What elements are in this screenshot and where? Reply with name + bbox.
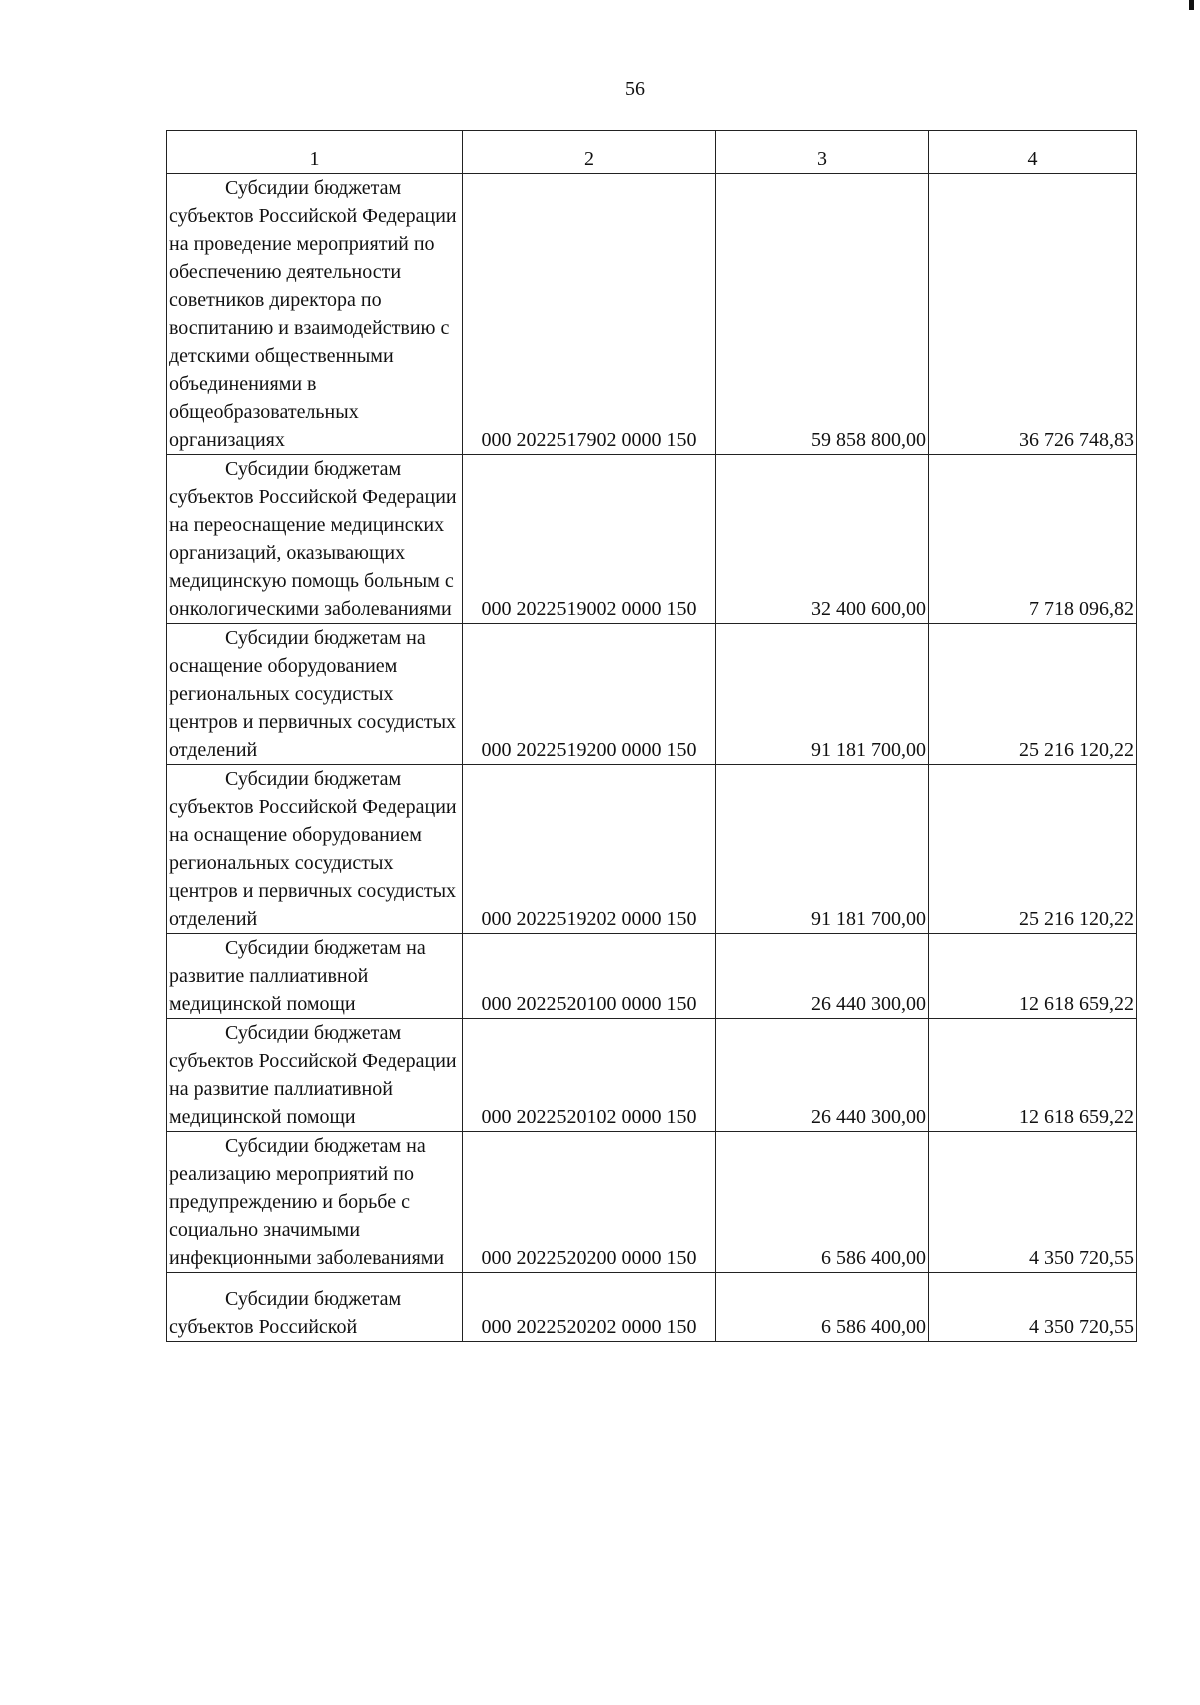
- row-name-text: Субсидии бюджетам на оснащение оборудованием региональных сосудистых центров и первичных сосудистых отделений: [169, 627, 457, 761]
- table-row: [167, 1019, 1137, 1132]
- row-name-text: Субсидии бюджетам субъектов Российской Федерации на проведение мероприятий по обеспечению деятельности советников директора по воспитанию и взаимодействию с детскими общественными объединениями в общеобразовательных организациях: [169, 177, 457, 451]
- row-executed: 4 350 720,55: [929, 1273, 1137, 1342]
- table-row: [167, 624, 1137, 765]
- row-approved: 59 858 800,00: [716, 174, 929, 455]
- row-name-text: Субсидии бюджетам субъектов Российской Федерации на переоснащение медицинских организаций, оказывающих медицинскую помощь больным с онкологическими заболеваниями: [169, 458, 457, 620]
- row-name: [167, 624, 463, 765]
- row-code: 000 2022517902 0000 150: [463, 174, 716, 455]
- row-approved: 32 400 600,00: [716, 455, 929, 624]
- table-row: [167, 174, 1137, 455]
- table-row: [167, 1132, 1137, 1273]
- row-code: 000 2022520102 0000 150: [463, 1019, 716, 1132]
- row-approved: 91 181 700,00: [716, 624, 929, 765]
- row-name-text: Субсидии бюджетам на развитие паллиативной медицинской помощи: [169, 937, 426, 1015]
- row-code: 000 2022519202 0000 150: [463, 765, 716, 934]
- header-col-2: 2: [463, 131, 716, 174]
- row-executed: 25 216 120,22: [929, 765, 1137, 934]
- row-code: 000 2022519200 0000 150: [463, 624, 716, 765]
- row-code: 000 2022520202 0000 150: [463, 1273, 716, 1342]
- header-col-4: 4: [929, 131, 1137, 174]
- table-row: [167, 1273, 1137, 1342]
- row-code: 000 2022520100 0000 150: [463, 934, 716, 1019]
- row-name-text: Субсидии бюджетам субъектов Российской Федерации на развитие паллиативной медицинской помощи: [169, 1022, 457, 1128]
- row-executed: 4 350 720,55: [929, 1132, 1137, 1273]
- table-row: [167, 765, 1137, 934]
- row-approved: 91 181 700,00: [716, 765, 929, 934]
- page-number: 56: [625, 78, 645, 100]
- header-row: [167, 131, 1137, 174]
- header-col-1: 1: [167, 131, 463, 174]
- row-code: 000 2022520200 0000 150: [463, 1132, 716, 1273]
- row-name: [167, 455, 463, 624]
- row-executed: 7 718 096,82: [929, 455, 1137, 624]
- row-approved: 26 440 300,00: [716, 1019, 929, 1132]
- row-approved: 6 586 400,00: [716, 1132, 929, 1273]
- row-name-text: Субсидии бюджетам субъектов Российской Федерации на оснащение оборудованием региональных сосудистых центров и первичных сосудистых отделений: [169, 768, 457, 930]
- corner-mark: [1189, 0, 1194, 10]
- row-name: [167, 934, 463, 1019]
- header-col-3: 3: [716, 131, 929, 174]
- row-name: [167, 1019, 463, 1132]
- row-name-text: Субсидии бюджетам субъектов Российской: [169, 1288, 402, 1338]
- row-approved: 6 586 400,00: [716, 1273, 929, 1342]
- row-executed: 12 618 659,22: [929, 1019, 1137, 1132]
- budget-table: [166, 130, 1137, 1342]
- row-name: [167, 1132, 463, 1273]
- row-name: [167, 765, 463, 934]
- row-executed: 12 618 659,22: [929, 934, 1137, 1019]
- table-row: [167, 455, 1137, 624]
- row-approved: 26 440 300,00: [716, 934, 929, 1019]
- row-code: 000 2022519002 0000 150: [463, 455, 716, 624]
- row-name: [167, 1273, 463, 1342]
- row-name: [167, 174, 463, 455]
- table-row: [167, 934, 1137, 1019]
- row-executed: 25 216 120,22: [929, 624, 1137, 765]
- row-executed: 36 726 748,83: [929, 174, 1137, 455]
- row-name-text: Субсидии бюджетам на реализацию мероприятий по предупреждению и борьбе с социально значимыми инфекционными заболеваниями: [169, 1135, 445, 1269]
